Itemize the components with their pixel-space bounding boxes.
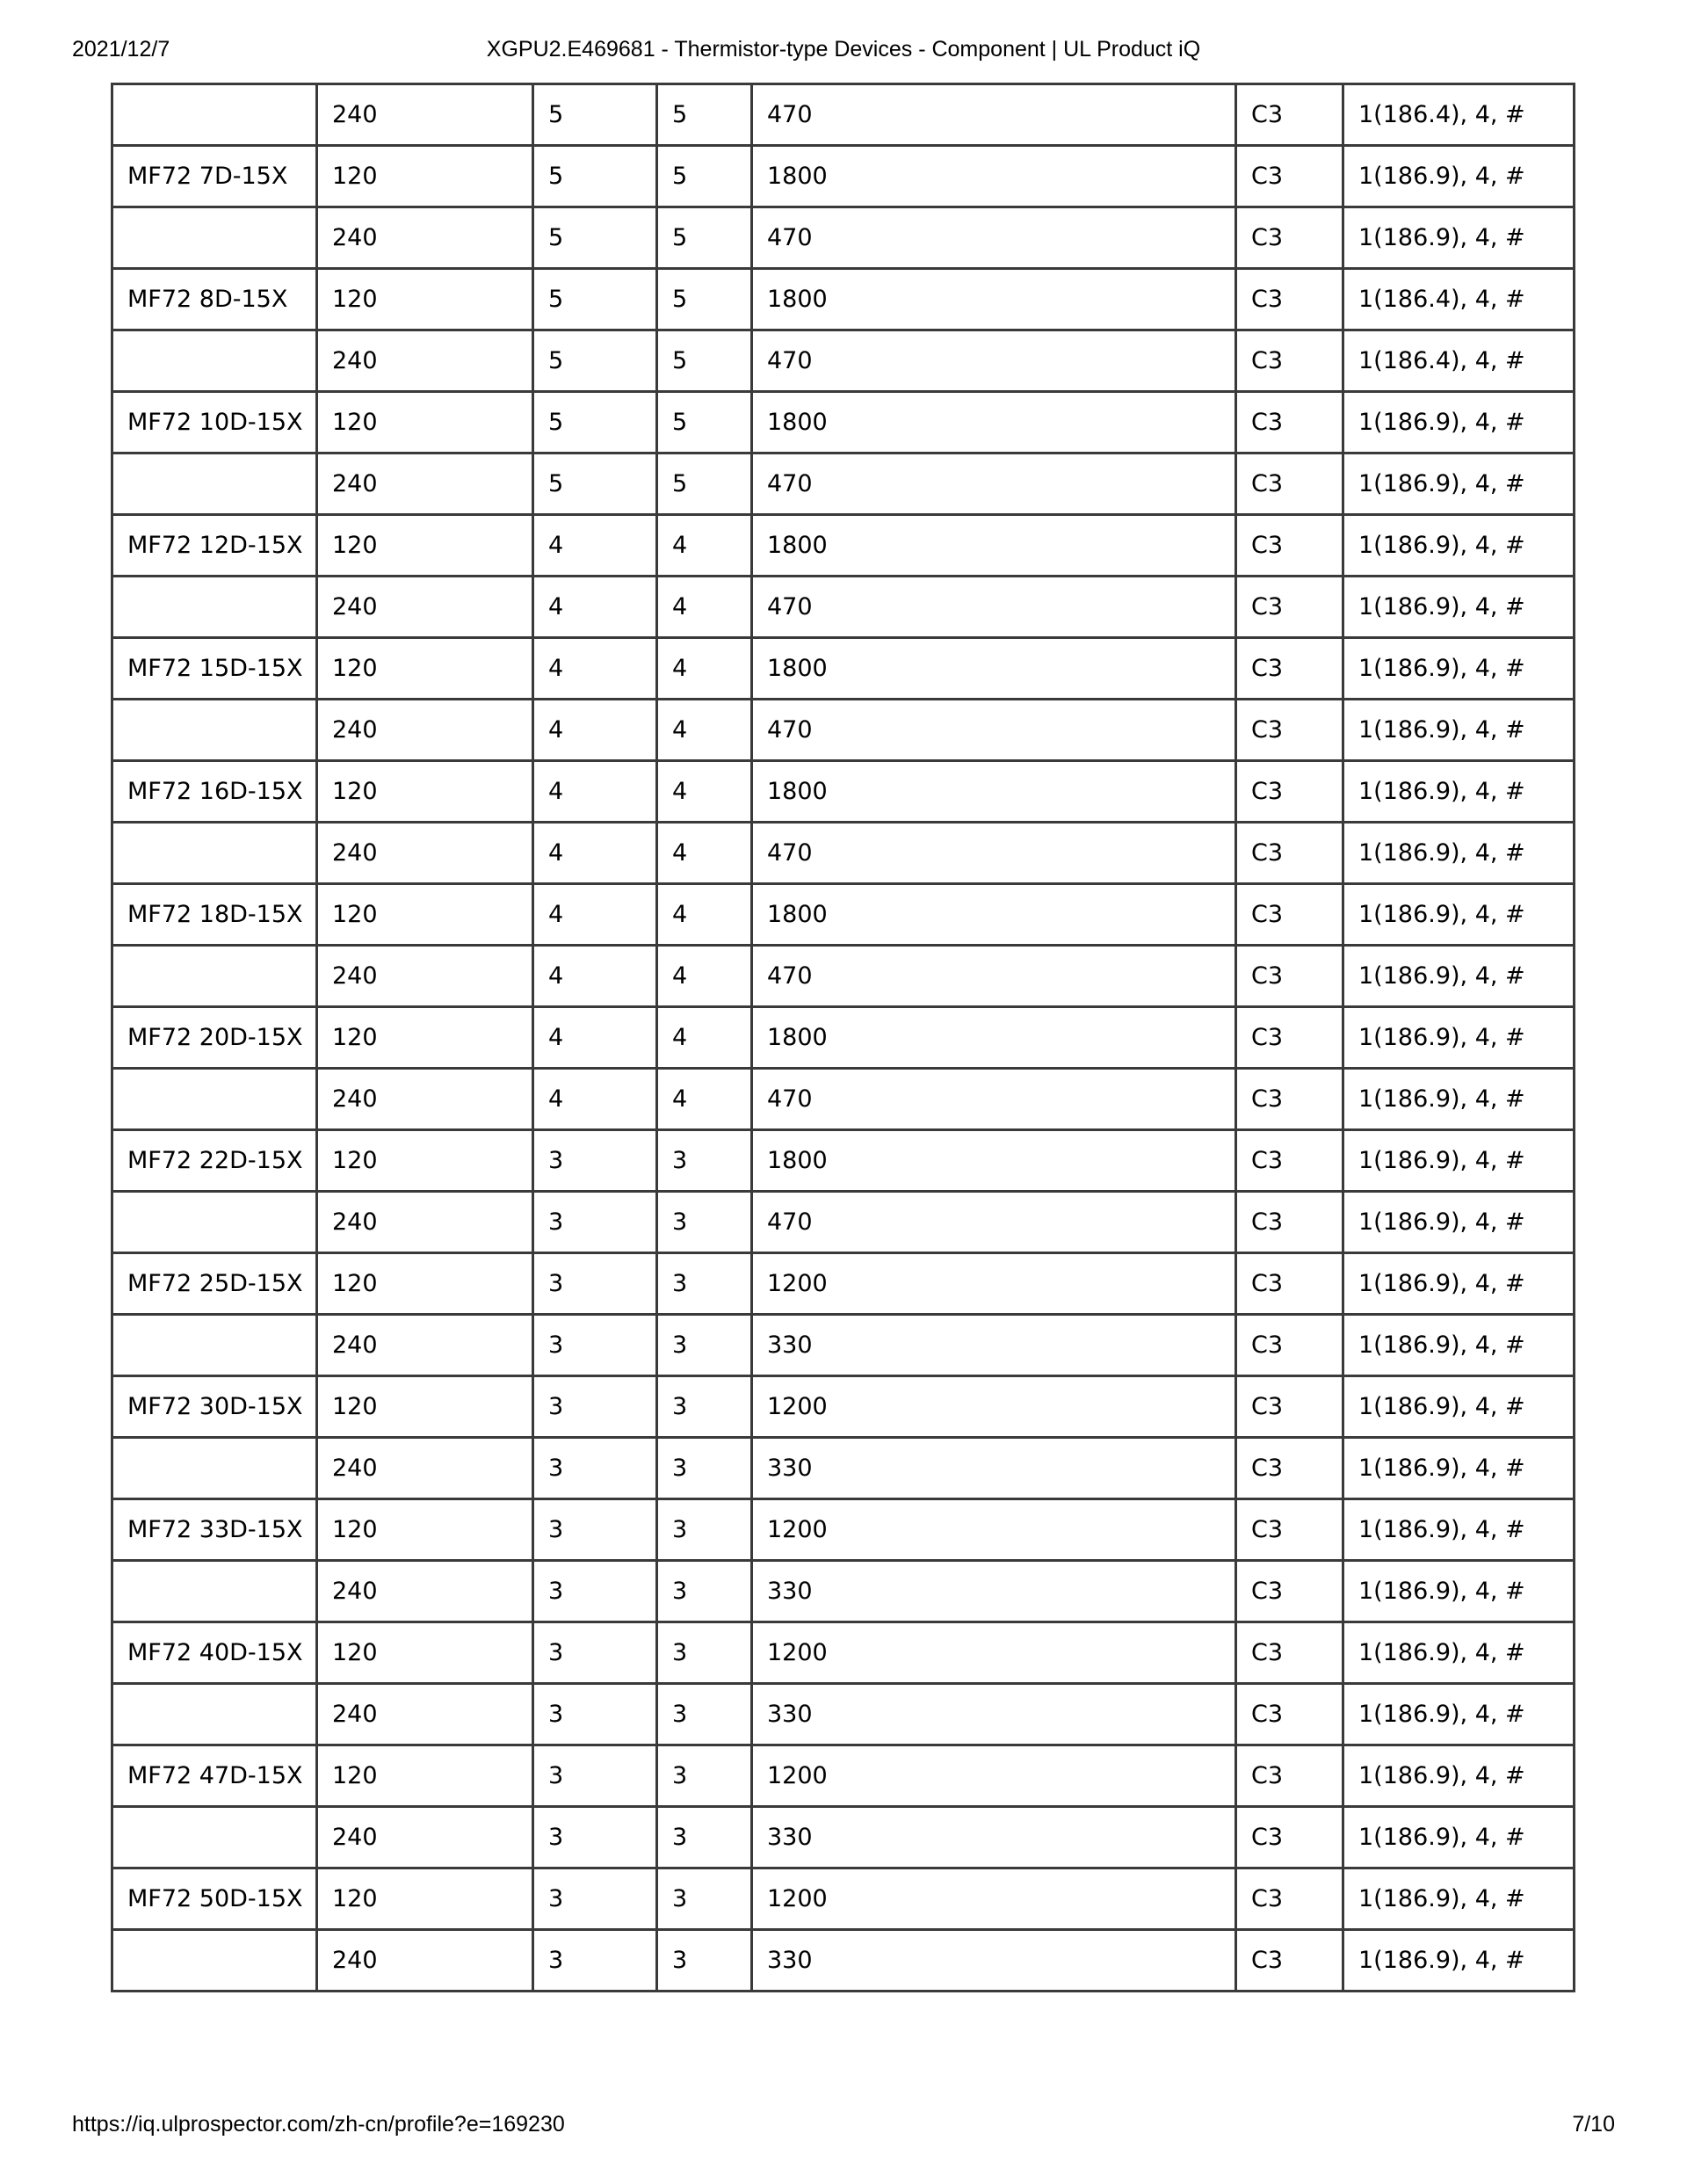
table-cell: 240 bbox=[317, 1807, 533, 1868]
table-cell: 5 bbox=[657, 330, 752, 392]
table-cell: C3 bbox=[1236, 884, 1343, 946]
table-cell: 470 bbox=[752, 207, 1236, 269]
table-cell: C3 bbox=[1236, 1807, 1343, 1868]
table-cell: 3 bbox=[657, 1192, 752, 1253]
table-cell: C3 bbox=[1236, 1130, 1343, 1192]
table-cell: 4 bbox=[533, 638, 657, 700]
table-cell: 1(186.9), 4, # bbox=[1343, 207, 1575, 269]
table-cell: 120 bbox=[317, 1499, 533, 1561]
print-date: 2021/12/7 bbox=[72, 37, 170, 62]
table-cell: 240 bbox=[317, 1192, 533, 1253]
table-cell: 4 bbox=[533, 884, 657, 946]
table-row bbox=[112, 946, 1575, 1007]
table-cell: 4 bbox=[657, 884, 752, 946]
table-cell: 240 bbox=[317, 700, 533, 761]
table-cell: 1800 bbox=[752, 269, 1236, 330]
table-cell: 4 bbox=[657, 823, 752, 884]
table-cell: 3 bbox=[657, 1253, 752, 1315]
table-cell: C3 bbox=[1236, 1622, 1343, 1684]
table-cell: 1(186.9), 4, # bbox=[1343, 700, 1575, 761]
table-cell: 240 bbox=[317, 330, 533, 392]
table-cell: 3 bbox=[657, 1745, 752, 1807]
table-cell: 1(186.9), 4, # bbox=[1343, 1192, 1575, 1253]
table-row bbox=[112, 1868, 1575, 1930]
table-cell: 470 bbox=[752, 453, 1236, 515]
table-cell: 470 bbox=[752, 577, 1236, 638]
table-body bbox=[112, 84, 1575, 1992]
table-cell: 120 bbox=[317, 884, 533, 946]
table-row bbox=[112, 1684, 1575, 1745]
table-cell: C3 bbox=[1236, 1069, 1343, 1130]
table-row bbox=[112, 453, 1575, 515]
table-cell: 1(186.9), 4, # bbox=[1343, 1007, 1575, 1069]
table-cell: 1(186.9), 4, # bbox=[1343, 1868, 1575, 1930]
table-cell bbox=[112, 1561, 317, 1622]
table-cell: MF72 15D-15X bbox=[112, 638, 317, 700]
table-cell: 330 bbox=[752, 1315, 1236, 1376]
table-cell: 1(186.9), 4, # bbox=[1343, 453, 1575, 515]
table-cell: 4 bbox=[657, 946, 752, 1007]
table-cell: 3 bbox=[533, 1253, 657, 1315]
table-cell: 1(186.9), 4, # bbox=[1343, 638, 1575, 700]
table-cell bbox=[112, 1684, 317, 1745]
table-cell: 1800 bbox=[752, 1130, 1236, 1192]
table-cell: 3 bbox=[657, 1130, 752, 1192]
table-cell: 5 bbox=[533, 269, 657, 330]
table-cell: 3 bbox=[533, 1622, 657, 1684]
table-cell: 120 bbox=[317, 1745, 533, 1807]
table-cell: C3 bbox=[1236, 1745, 1343, 1807]
table-cell: 3 bbox=[533, 1561, 657, 1622]
table-cell: C3 bbox=[1236, 84, 1343, 146]
table-cell: C3 bbox=[1236, 700, 1343, 761]
table-cell: 120 bbox=[317, 146, 533, 207]
table-cell: 3 bbox=[657, 1622, 752, 1684]
table-cell: 5 bbox=[533, 146, 657, 207]
table-cell: 470 bbox=[752, 823, 1236, 884]
table-row bbox=[112, 1438, 1575, 1499]
table-cell: 240 bbox=[317, 823, 533, 884]
table-cell: 470 bbox=[752, 700, 1236, 761]
table-cell: 1(186.9), 4, # bbox=[1343, 1376, 1575, 1438]
table-cell: 3 bbox=[657, 1930, 752, 1992]
table-cell: MF72 47D-15X bbox=[112, 1745, 317, 1807]
table-cell: 5 bbox=[657, 146, 752, 207]
table-cell: 120 bbox=[317, 269, 533, 330]
table-row bbox=[112, 1807, 1575, 1868]
table-cell: 5 bbox=[533, 392, 657, 453]
table-row bbox=[112, 269, 1575, 330]
table-cell: 330 bbox=[752, 1930, 1236, 1992]
table-cell bbox=[112, 1192, 317, 1253]
table-cell: 1(186.9), 4, # bbox=[1343, 1684, 1575, 1745]
table-row bbox=[112, 1192, 1575, 1253]
table-cell: 5 bbox=[533, 84, 657, 146]
table-cell: 4 bbox=[657, 1069, 752, 1130]
table-cell: 120 bbox=[317, 761, 533, 823]
table-cell: 5 bbox=[657, 84, 752, 146]
table-cell: MF72 18D-15X bbox=[112, 884, 317, 946]
table-cell: 470 bbox=[752, 1069, 1236, 1130]
table-cell: 470 bbox=[752, 1192, 1236, 1253]
table-cell: MF72 20D-15X bbox=[112, 1007, 317, 1069]
table-cell: 120 bbox=[317, 1868, 533, 1930]
table-cell: 4 bbox=[533, 1007, 657, 1069]
table-cell: 1800 bbox=[752, 146, 1236, 207]
table-cell: 120 bbox=[317, 1007, 533, 1069]
table-row bbox=[112, 638, 1575, 700]
table-cell bbox=[112, 84, 317, 146]
table-cell: 4 bbox=[657, 577, 752, 638]
table-cell: C3 bbox=[1236, 946, 1343, 1007]
table-cell: C3 bbox=[1236, 1438, 1343, 1499]
table-cell: C3 bbox=[1236, 1007, 1343, 1069]
table-cell: MF72 22D-15X bbox=[112, 1130, 317, 1192]
table-cell: 3 bbox=[533, 1807, 657, 1868]
table-cell bbox=[112, 1315, 317, 1376]
table-cell: 1200 bbox=[752, 1253, 1236, 1315]
table-cell: 4 bbox=[533, 761, 657, 823]
table-cell bbox=[112, 1069, 317, 1130]
table-cell: 4 bbox=[657, 761, 752, 823]
table-cell: C3 bbox=[1236, 1253, 1343, 1315]
table-cell: 1(186.9), 4, # bbox=[1343, 1315, 1575, 1376]
table-cell: C3 bbox=[1236, 515, 1343, 577]
table-row bbox=[112, 1007, 1575, 1069]
table-cell: 1(186.9), 4, # bbox=[1343, 146, 1575, 207]
table-cell: 3 bbox=[533, 1130, 657, 1192]
table-cell: 330 bbox=[752, 1561, 1236, 1622]
table-cell: 4 bbox=[657, 1007, 752, 1069]
table-row bbox=[112, 515, 1575, 577]
table-cell: 3 bbox=[657, 1684, 752, 1745]
thermistor-ratings-table bbox=[111, 83, 1575, 1992]
table-row bbox=[112, 1745, 1575, 1807]
table-cell: C3 bbox=[1236, 1315, 1343, 1376]
table-cell: 3 bbox=[657, 1438, 752, 1499]
table-cell: MF72 40D-15X bbox=[112, 1622, 317, 1684]
table-cell: MF72 7D-15X bbox=[112, 146, 317, 207]
table-cell: 1(186.9), 4, # bbox=[1343, 1561, 1575, 1622]
table-cell bbox=[112, 1438, 317, 1499]
table-cell: 1(186.9), 4, # bbox=[1343, 946, 1575, 1007]
table-cell: 120 bbox=[317, 1622, 533, 1684]
table-row bbox=[112, 1069, 1575, 1130]
table-cell: 3 bbox=[533, 1315, 657, 1376]
table-cell: 5 bbox=[657, 392, 752, 453]
table-cell: 240 bbox=[317, 1315, 533, 1376]
table-cell: C3 bbox=[1236, 761, 1343, 823]
table-cell: 1(186.4), 4, # bbox=[1343, 269, 1575, 330]
table-cell: 4 bbox=[657, 515, 752, 577]
table-row bbox=[112, 1622, 1575, 1684]
table-cell: 4 bbox=[533, 700, 657, 761]
table-cell: 1(186.9), 4, # bbox=[1343, 761, 1575, 823]
table-cell: 4 bbox=[533, 1069, 657, 1130]
table-row bbox=[112, 1561, 1575, 1622]
table-row bbox=[112, 1130, 1575, 1192]
table-cell: 240 bbox=[317, 84, 533, 146]
table-cell bbox=[112, 1807, 317, 1868]
table-row bbox=[112, 1376, 1575, 1438]
table-row bbox=[112, 761, 1575, 823]
table-cell: 1200 bbox=[752, 1745, 1236, 1807]
table-cell bbox=[112, 1930, 317, 1992]
table-cell: 1(186.9), 4, # bbox=[1343, 1622, 1575, 1684]
table-cell bbox=[112, 577, 317, 638]
table-cell: 240 bbox=[317, 207, 533, 269]
table-cell: 5 bbox=[533, 207, 657, 269]
page-header bbox=[0, 37, 1687, 72]
table-cell: 3 bbox=[657, 1561, 752, 1622]
table-cell bbox=[112, 207, 317, 269]
table-cell: 240 bbox=[317, 1438, 533, 1499]
table-row bbox=[112, 146, 1575, 207]
table-cell: 1(186.9), 4, # bbox=[1343, 1807, 1575, 1868]
table-cell: 1800 bbox=[752, 515, 1236, 577]
table-cell: 1(186.4), 4, # bbox=[1343, 84, 1575, 146]
table-cell: 240 bbox=[317, 1930, 533, 1992]
table-cell: MF72 30D-15X bbox=[112, 1376, 317, 1438]
table-cell: 3 bbox=[657, 1315, 752, 1376]
table-cell: 1800 bbox=[752, 638, 1236, 700]
table-cell: 120 bbox=[317, 1253, 533, 1315]
table-cell: 330 bbox=[752, 1438, 1236, 1499]
table-cell: 5 bbox=[657, 269, 752, 330]
table-cell: 120 bbox=[317, 392, 533, 453]
table-cell: 5 bbox=[533, 453, 657, 515]
table-cell: C3 bbox=[1236, 1930, 1343, 1992]
table-cell: 3 bbox=[533, 1192, 657, 1253]
table-cell: MF72 16D-15X bbox=[112, 761, 317, 823]
table-row bbox=[112, 700, 1575, 761]
table-cell: C3 bbox=[1236, 1192, 1343, 1253]
table-cell: 1(186.4), 4, # bbox=[1343, 330, 1575, 392]
table-cell: 5 bbox=[657, 207, 752, 269]
page-footer bbox=[0, 2112, 1687, 2147]
table-cell: 1(186.9), 4, # bbox=[1343, 1253, 1575, 1315]
table-cell: 120 bbox=[317, 1130, 533, 1192]
table-cell: C3 bbox=[1236, 1868, 1343, 1930]
table-cell: 3 bbox=[533, 1930, 657, 1992]
table-row bbox=[112, 84, 1575, 146]
table-cell: 1(186.9), 4, # bbox=[1343, 1130, 1575, 1192]
table-cell: 120 bbox=[317, 515, 533, 577]
table-cell: C3 bbox=[1236, 1561, 1343, 1622]
table-cell: C3 bbox=[1236, 1376, 1343, 1438]
table-cell bbox=[112, 700, 317, 761]
table-cell: 120 bbox=[317, 1376, 533, 1438]
table-cell: 1800 bbox=[752, 392, 1236, 453]
table-cell: C3 bbox=[1236, 453, 1343, 515]
table-cell: 1200 bbox=[752, 1622, 1236, 1684]
table-cell: MF72 12D-15X bbox=[112, 515, 317, 577]
table-cell: 3 bbox=[533, 1438, 657, 1499]
table-cell: 1(186.9), 4, # bbox=[1343, 1438, 1575, 1499]
table-row bbox=[112, 1253, 1575, 1315]
table-cell: MF72 8D-15X bbox=[112, 269, 317, 330]
table-cell: 470 bbox=[752, 946, 1236, 1007]
table-cell: 1200 bbox=[752, 1868, 1236, 1930]
table-cell: 3 bbox=[533, 1745, 657, 1807]
page-number: 7/10 bbox=[1572, 2112, 1615, 2137]
table-row bbox=[112, 1930, 1575, 1992]
table-cell: 240 bbox=[317, 1069, 533, 1130]
table-cell: 240 bbox=[317, 1561, 533, 1622]
page-title: XGPU2.E469681 - Thermistor-type Devices - Component | UL Product iQ bbox=[486, 37, 1201, 62]
table-cell: 1800 bbox=[752, 1007, 1236, 1069]
table-cell: 240 bbox=[317, 946, 533, 1007]
table-cell: C3 bbox=[1236, 823, 1343, 884]
table-cell: 470 bbox=[752, 330, 1236, 392]
table-row bbox=[112, 884, 1575, 946]
table-row bbox=[112, 1315, 1575, 1376]
table-cell: 4 bbox=[657, 700, 752, 761]
table-cell: 1(186.9), 4, # bbox=[1343, 1745, 1575, 1807]
table-cell: 4 bbox=[533, 823, 657, 884]
table-row bbox=[112, 392, 1575, 453]
table-cell: C3 bbox=[1236, 392, 1343, 453]
table-row bbox=[112, 207, 1575, 269]
table-cell: 330 bbox=[752, 1807, 1236, 1868]
table-cell: 1(186.9), 4, # bbox=[1343, 515, 1575, 577]
table-cell: 3 bbox=[657, 1376, 752, 1438]
table-cell: C3 bbox=[1236, 269, 1343, 330]
table-cell: 1800 bbox=[752, 761, 1236, 823]
table-cell: C3 bbox=[1236, 207, 1343, 269]
table-cell: C3 bbox=[1236, 1499, 1343, 1561]
table-cell: C3 bbox=[1236, 577, 1343, 638]
table-cell: 3 bbox=[657, 1868, 752, 1930]
table-cell: 1(186.9), 4, # bbox=[1343, 392, 1575, 453]
table-cell: 1(186.9), 4, # bbox=[1343, 823, 1575, 884]
table-cell: 5 bbox=[533, 330, 657, 392]
table-cell: 4 bbox=[533, 946, 657, 1007]
table-cell: 3 bbox=[533, 1868, 657, 1930]
page-url: https://iq.ulprospector.com/zh-cn/profile?e=169230 bbox=[72, 2112, 565, 2137]
table-cell: C3 bbox=[1236, 330, 1343, 392]
table-cell: 3 bbox=[533, 1499, 657, 1561]
table-cell: 240 bbox=[317, 453, 533, 515]
table-cell: 1200 bbox=[752, 1499, 1236, 1561]
table-cell: 1800 bbox=[752, 884, 1236, 946]
table-cell: 1(186.9), 4, # bbox=[1343, 577, 1575, 638]
table-row bbox=[112, 1499, 1575, 1561]
table-cell: 120 bbox=[317, 638, 533, 700]
table-cell bbox=[112, 946, 317, 1007]
table-cell: 1(186.9), 4, # bbox=[1343, 1069, 1575, 1130]
table-cell: 3 bbox=[533, 1376, 657, 1438]
table-cell: MF72 25D-15X bbox=[112, 1253, 317, 1315]
table-cell: 1(186.9), 4, # bbox=[1343, 1499, 1575, 1561]
table-cell bbox=[112, 453, 317, 515]
table-cell: 1200 bbox=[752, 1376, 1236, 1438]
table-cell bbox=[112, 823, 317, 884]
table-cell: MF72 50D-15X bbox=[112, 1868, 317, 1930]
table-cell: 4 bbox=[533, 577, 657, 638]
table-cell: 3 bbox=[533, 1684, 657, 1745]
table-cell: MF72 10D-15X bbox=[112, 392, 317, 453]
table-cell: 3 bbox=[657, 1807, 752, 1868]
table-cell: 3 bbox=[657, 1499, 752, 1561]
table-cell: MF72 33D-15X bbox=[112, 1499, 317, 1561]
table-cell: 330 bbox=[752, 1684, 1236, 1745]
table-row bbox=[112, 330, 1575, 392]
table-cell: 1(186.9), 4, # bbox=[1343, 884, 1575, 946]
table-cell: C3 bbox=[1236, 1684, 1343, 1745]
table-cell: 470 bbox=[752, 84, 1236, 146]
table-cell: 1(186.9), 4, # bbox=[1343, 1930, 1575, 1992]
table-row bbox=[112, 577, 1575, 638]
table-cell: 4 bbox=[657, 638, 752, 700]
table-cell: 5 bbox=[657, 453, 752, 515]
table-cell: C3 bbox=[1236, 146, 1343, 207]
table-cell: 4 bbox=[533, 515, 657, 577]
table-cell: 240 bbox=[317, 577, 533, 638]
table-cell: 240 bbox=[317, 1684, 533, 1745]
table-row bbox=[112, 823, 1575, 884]
table-cell: C3 bbox=[1236, 638, 1343, 700]
table-cell bbox=[112, 330, 317, 392]
